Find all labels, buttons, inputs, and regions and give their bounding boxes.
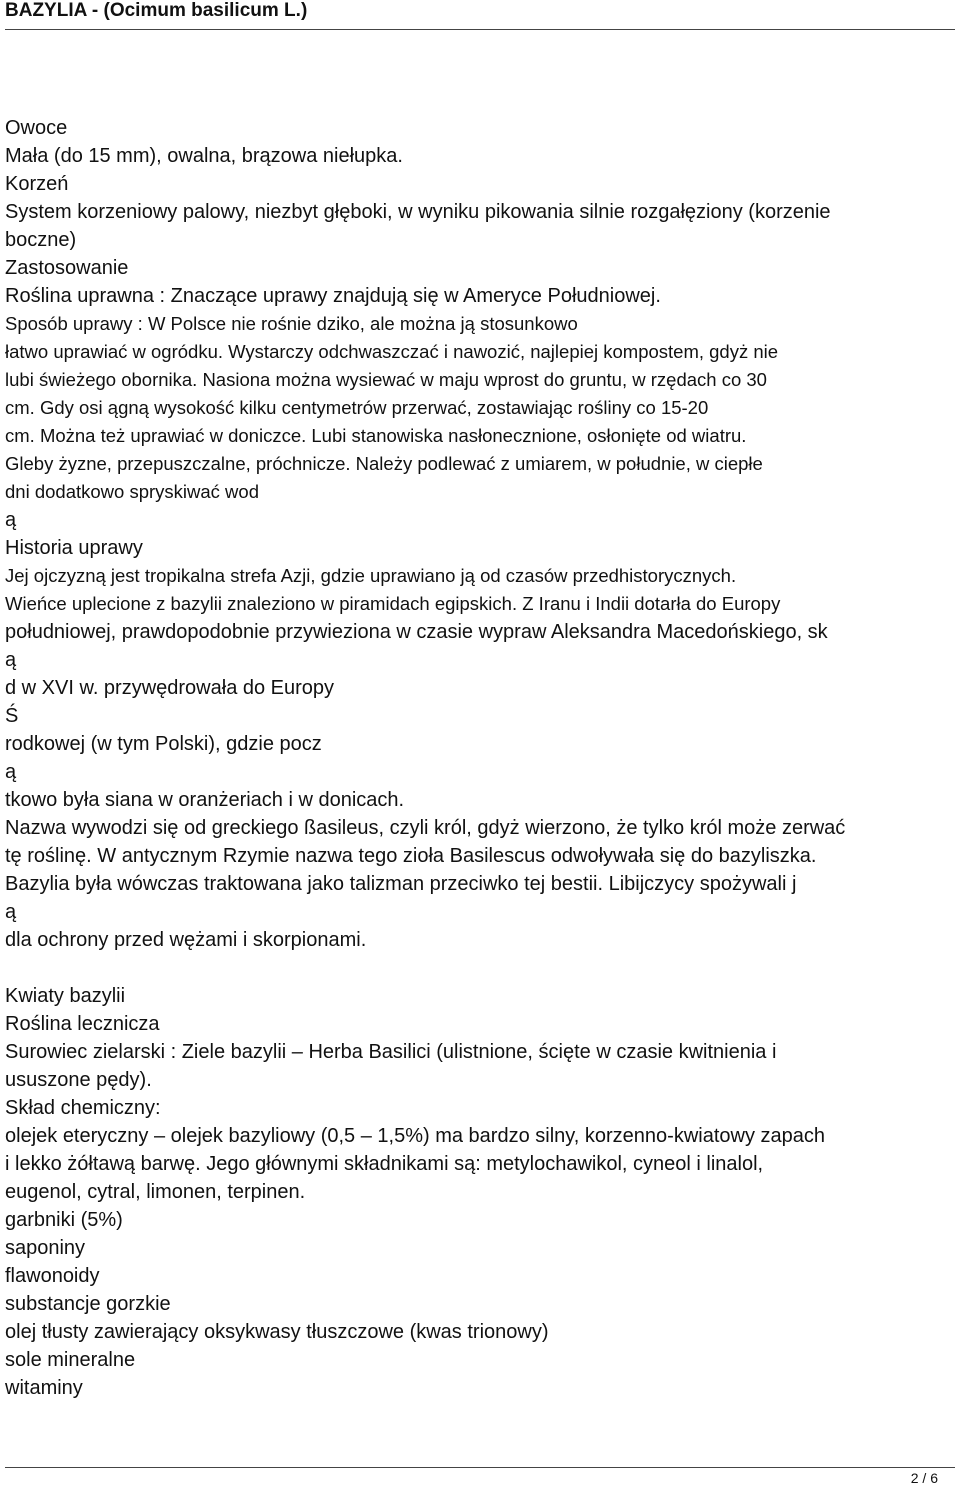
page-number: 2 / 6 — [910, 1470, 938, 1486]
text-line: ą — [5, 901, 17, 923]
text-line: Roślina uprawna : Znaczące uprawy znajdują się w Ameryce Południowej. — [5, 285, 661, 307]
text-line: dla ochrony przed wężami i skorpionami. — [5, 929, 367, 951]
text-line: Sposób uprawy : W Polsce nie rośnie dziko, ale można ją stosunkowo — [5, 313, 578, 334]
text-line: ą — [5, 761, 17, 783]
text-line: sole mineralne — [5, 1349, 136, 1371]
text-line: łatwo uprawiać w ogródku. Wystarczy odchwaszczać i nawozić, najlepiej kompostem, gdyż nie — [5, 341, 779, 362]
paragraph-gap — [5, 954, 955, 982]
text-line: System korzeniowy palowy, niezbyt głęboki, w wyniku pikowania silnie rozgałęziony (korzenie — [5, 201, 831, 223]
footer-divider — [5, 1467, 955, 1468]
text-line: olej tłusty zawierający oksykwasy tłuszczowe (kwas trionowy) — [5, 1321, 549, 1343]
text-line: eugenol, cytral, limonen, terpinen. — [5, 1181, 306, 1203]
text-line: Wieńce uplecione z bazylii znaleziono w piramidach egipskich. Z Iranu i Indii dotarła do Europy — [5, 593, 781, 614]
text-line: Gleby żyzne, przepuszczalne, próchnicze. Należy podlewać z umiarem, w południe, w ciepłe — [5, 453, 763, 474]
text-line: boczne) — [5, 229, 77, 251]
text-line: Roślina lecznicza — [5, 1013, 160, 1035]
text-line: ususzone pędy). — [5, 1069, 152, 1091]
text-line: Historia uprawy — [5, 537, 143, 559]
document-body — [5, 114, 955, 1402]
text-line: ą — [5, 509, 17, 531]
text-line: Nazwa wywodzi się od greckiego ßasileus, czyli król, gdyż wierzono, że tylko król może zerwać — [5, 817, 846, 839]
text-line: Owoce — [5, 117, 68, 139]
text-line: Skład chemiczny: — [5, 1097, 161, 1119]
text-line: Ś — [5, 705, 19, 727]
text-line: flawonoidy — [5, 1265, 100, 1287]
text-line: dni dodatkowo spryskiwać wod — [5, 481, 259, 502]
text-line: witaminy — [5, 1377, 83, 1399]
text-line: Mała (do 15 mm), owalna, brązowa niełupka. — [5, 145, 403, 167]
text-line: cm. Można też uprawiać w doniczce. Lubi stanowiska nasłonecznione, osłonięte od wiatru. — [5, 425, 747, 446]
text-line: tę roślinę. W antycznym Rzymie nazwa tego zioła Basilescus odwoływała się do bazyliszka. — [5, 845, 817, 867]
text-line: rodkowej (w tym Polski), gdzie pocz — [5, 733, 322, 755]
text-line: tkowo była siana w oranżeriach i w donicach. — [5, 789, 405, 811]
document-title: BAZYLIA - (Ocimum basilicum L.) — [5, 0, 308, 21]
text-line: Korzeń — [5, 173, 69, 195]
header-divider — [5, 29, 955, 30]
text-line: Kwiaty bazylii — [5, 985, 126, 1007]
text-line: d w XVI w. przywędrowała do Europy — [5, 677, 335, 699]
text-line: i lekko żółtawą barwę. Jego głównymi składnikami są: metylochawikol, cyneol i linalol, — [5, 1153, 764, 1175]
text-line: saponiny — [5, 1237, 86, 1259]
text-line: południowej, prawdopodobnie przywieziona w czasie wypraw Aleksandra Macedońskiego, sk — [5, 621, 828, 643]
text-line: lubi świeżego obornika. Nasiona można wysiewać w maju wprost do gruntu, w rzędach co 30 — [5, 369, 767, 390]
text-line: ą — [5, 649, 17, 671]
text-line: Bazylia była wówczas traktowana jako talizman przeciwko tej bestii. Libijczycy spożywali j — [5, 873, 797, 895]
text-line: Jej ojczyzną jest tropikalna strefa Azji, gdzie uprawiano ją od czasów przedhistorycznych. — [5, 565, 737, 586]
text-line: cm. Gdy osi ągną wysokość kilku centymetrów przerwać, zostawiając rośliny co 15-20 — [5, 397, 709, 418]
text-line: Surowiec zielarski : Ziele bazylii – Herba Basilici (ulistnione, ścięte w czasie kwitnienia i — [5, 1041, 777, 1063]
text-line: Zastosowanie — [5, 257, 129, 279]
text-line: substancje gorzkie — [5, 1293, 171, 1315]
text-line: olejek eteryczny – olejek bazyliowy (0,5 – 1,5%) ma bardzo silny, korzenno-kwiatowy zapach — [5, 1125, 826, 1147]
page-header — [5, 0, 955, 22]
text-line: garbniki (5%) — [5, 1209, 123, 1231]
